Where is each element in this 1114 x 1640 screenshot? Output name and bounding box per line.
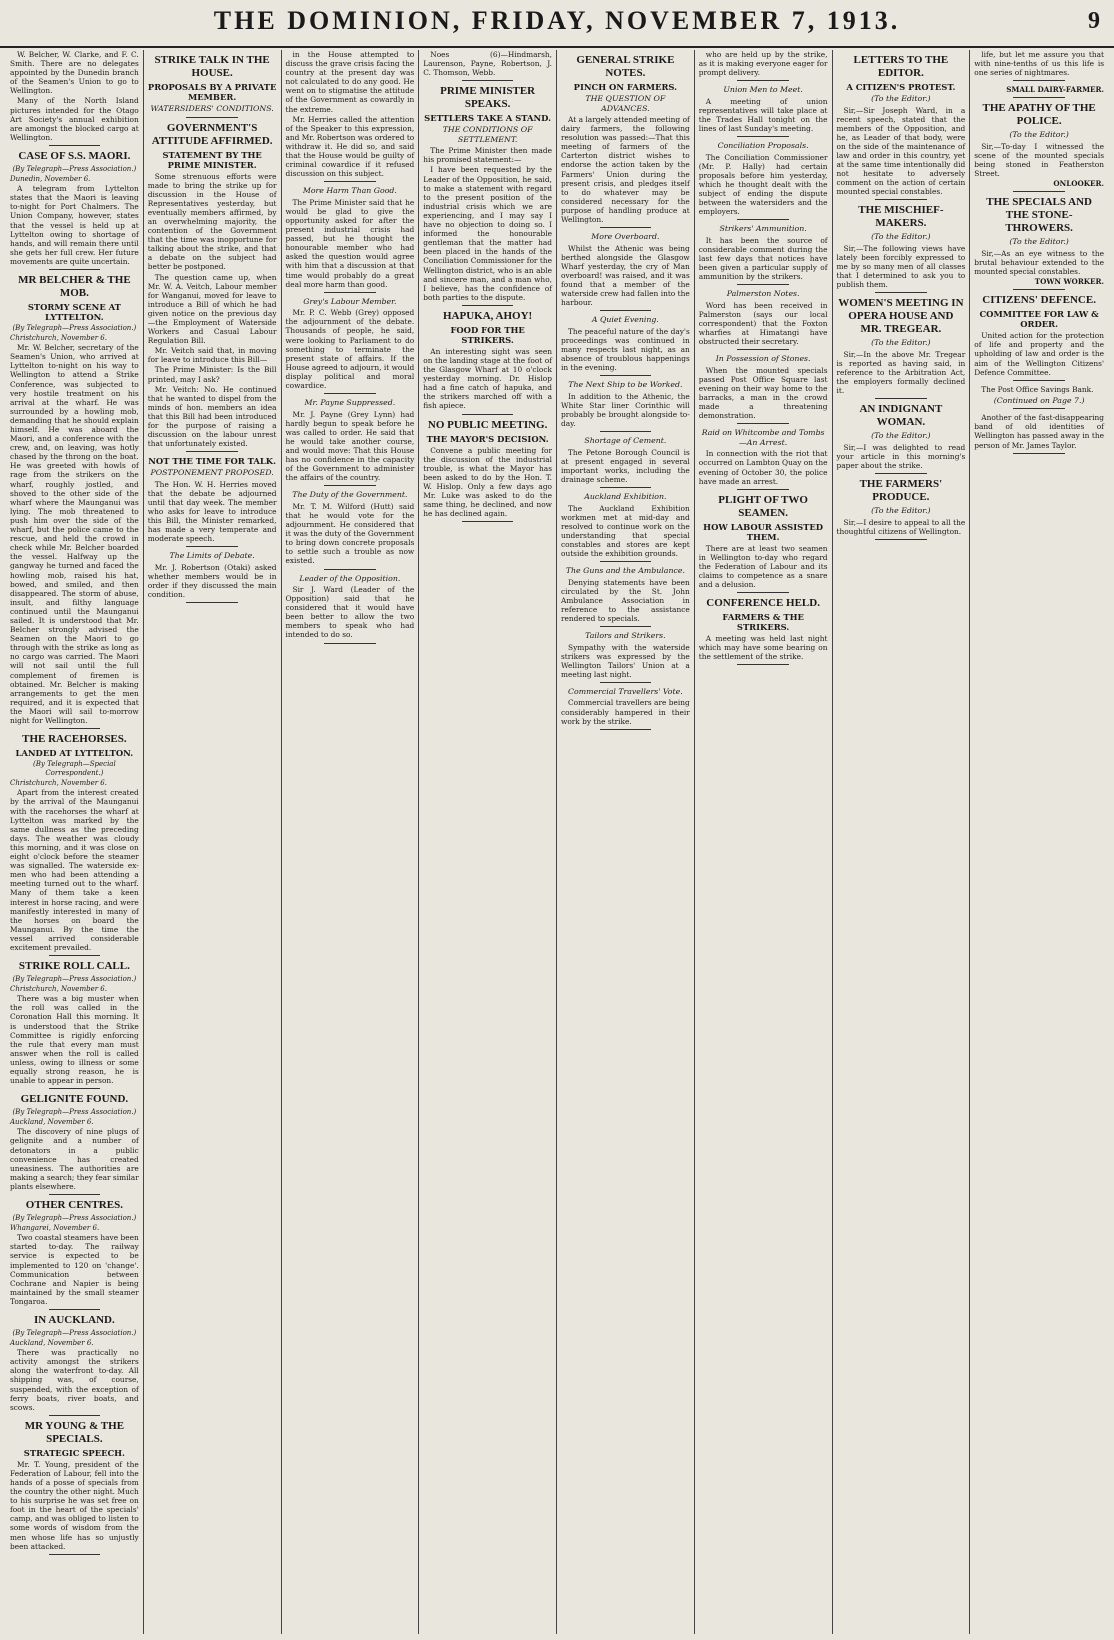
- article: [699, 141, 828, 220]
- article-divider: [875, 199, 927, 200]
- article-paragraph: Sir J. Ward (Leader of the Opposition) said that he considered that it would have been better to allow the two members to speak who had intended to do so.: [285, 585, 415, 640]
- article-dateline: Dunedin, November 6.: [10, 175, 91, 184]
- article-divider: [49, 1415, 101, 1416]
- article: [10, 1314, 139, 1416]
- article: [699, 354, 828, 424]
- article-paragraph: The Auckland Exhibition workmen met at mid-day and resolved to continue work on the understanding that special constables and stores are kept outside the exhibition grounds.: [561, 503, 690, 558]
- article-divider: [737, 284, 789, 285]
- article: [974, 294, 1104, 380]
- column-6: [695, 50, 833, 1634]
- article: [10, 733, 139, 956]
- article: [561, 54, 690, 228]
- article-divider: [737, 423, 789, 424]
- article-byline: (By Telegraph—Special Correspondent.): [33, 760, 116, 778]
- article-section-heading: (To the Editor.): [871, 338, 931, 348]
- article: [148, 54, 277, 118]
- article-headline: STRIKE TALK IN THE HOUSE.: [154, 54, 270, 79]
- article-section-heading: Mr. Payne Suppressed.: [304, 398, 396, 408]
- article-paragraph: Some strenuous efforts were made to bring the strike up for discussion in the House of Representatives yesterday, but eventually members affirmed, by an overwhelming majority, the contention of the Government that the time was inopportune for talking about the strike, and that a debate on the subject had better be postponed.: [147, 171, 277, 272]
- article-section-heading: (To the Editor.): [871, 94, 931, 103]
- article-headline: GENERAL STRIKE NOTES.: [576, 54, 675, 79]
- article-divider: [875, 473, 927, 474]
- article-paragraph: When the mounted specials passed Post Office Square last evening on their way home to the barracks, a man in the crowd made a threatening demonstration.: [698, 365, 828, 421]
- article-headline: IN AUCKLAND.: [34, 1313, 115, 1326]
- article-headline: MR BELCHER & THE MOB.: [18, 273, 131, 299]
- article-headline: PRIME MINISTER SPEAKS.: [440, 85, 536, 111]
- article: [10, 960, 139, 1089]
- article-subheadline: THE MAYOR'S DECISION.: [426, 433, 549, 444]
- article-paragraph: The Hon. W. H. Herries moved that the debate be adjourned until that day week. The member who asks for leave to introduce this Bill, the Minister remarked, has made a very temperate and moderate speech.: [147, 479, 277, 544]
- article-paragraph: life, but let me assure you that with nine-tenths of us this life is one series of nightmares.: [974, 50, 1104, 78]
- article: [148, 122, 277, 453]
- article: [699, 428, 828, 489]
- article: [286, 574, 415, 644]
- article-paragraph: Sympathy with the waterside strikers was expressed by the Wellington Tailors' Union at a meeting last night.: [561, 642, 690, 679]
- article: [423, 419, 552, 523]
- article-divider: [1013, 80, 1065, 81]
- article-headline: PLIGHT OF TWO SEAMEN.: [718, 493, 808, 519]
- article-paragraph: There are at least two seamen in Wellington to-day who regard the Federation of Labour and its claims to competence as a snare and a delusion.: [698, 543, 828, 590]
- article-divider: [600, 227, 652, 228]
- column-8: [970, 50, 1108, 1634]
- article: [286, 490, 415, 569]
- article: [561, 315, 690, 376]
- article: [974, 413, 1104, 453]
- article: [699, 597, 828, 665]
- article-divider: [1013, 408, 1065, 409]
- article-headline: NO PUBLIC MEETING.: [427, 418, 548, 431]
- article-divider: [49, 1554, 101, 1555]
- article-headline: LETTERS TO THE EDITOR.: [853, 54, 949, 79]
- article-paragraph: W. Belcher, W. Clarke, and F. C. Smith. There are no delegates appointed by the Dunedin branch of the Seamen's Union to go to Wellington.: [10, 50, 139, 96]
- article-subheadline: A CITIZEN'S PROTEST.: [846, 82, 956, 92]
- article-paragraph: Sir,—Sir Joseph Ward, in a recent speech, stated that the members of the Opposition, and he, as Leader of that body, were on the side of the maintenance of law and order in this country, yet at the same time intentionally did not hesitate to adversely comment on the action of certain mounted special constables.: [836, 105, 966, 197]
- article-section-heading: Strikers' Ammunition.: [719, 224, 807, 234]
- article-paragraph: Many of the North Island pictures intended for the Otago Art Society's annual exhibition are amongst the blocked cargo at Wellington.: [10, 96, 139, 142]
- article-paragraph: Commercial travellers are being considerably hampered in their work by the strike.: [561, 698, 690, 726]
- article-divider: [600, 561, 652, 562]
- article: [423, 85, 552, 306]
- article-divider: [1013, 289, 1065, 290]
- article-paragraph: A telegram from Lyttelton states that the Maori is leaving to-night for Port Chalmers. The Union Company, however, states that the vessel is held up at Lyttelton owing to shortage of hands, and will remain there until she gets her full crew. Her future movements are quite uncertain.: [10, 184, 139, 266]
- article-divider: [1013, 191, 1065, 192]
- article: [699, 85, 828, 137]
- column-5: [557, 50, 695, 1634]
- article-divider: [737, 592, 789, 593]
- article-paragraph: The Post Office Savings Bank.: [981, 384, 1094, 394]
- article: [974, 85, 1104, 98]
- newspaper-columns: [6, 50, 1108, 1634]
- article-headline: CITIZENS' DEFENCE.: [982, 294, 1096, 307]
- article-paragraph: Convene a public meeting for the discussion of the industrial trouble, is what the Mayor has been asked to do by the Hon. T. W. Hislop. Only a few days ago Mr. Luke was asked to do the same thing, he declined, and now he has declined again.: [423, 445, 552, 519]
- article-section-heading: The Limits of Debate.: [169, 551, 255, 561]
- article-divider: [737, 219, 789, 220]
- article-divider: [462, 521, 514, 522]
- article-byline: (By Telegraph—Press Association.): [12, 164, 137, 173]
- article: [699, 289, 828, 350]
- article-paragraph: Sir,—The following views have lately been forcibly expressed to me by so many men of all classes that I determined to ask you to publish them.: [836, 243, 966, 290]
- article-paragraph: who are held up by the strike, as it is making everyone eager for prompt delivery.: [698, 50, 828, 78]
- article-paragraph: Mr. W. Belcher, secretary of the Seamen's Union, who arrived at Lyttelton to-night on his way to Wellington to attend a Strike Conference, was subjected to very hostile treatment on his arrival at the wharf. He was surrounded by a howling mob, demanding that he should explain himself. He was aboard the Maori, and a conference with the crew, and, on leaving, was hotly chased by the throng on the boat. He was greeted with howls of rage from the strikers on the wharf, roughly jostled, and shoved to the other side of the wharf where the Maunganui was lying. The mob threatened to push him over the side of the wharf, but the police came to the rescue, and held the crowd in check while Mr. Belcher boarded the vessel. Halfway up the gangway he turned and faced the howling mob, raised his hat, bowed, and smiled, and then disappeared. The storm of abuse, insult, and filthy language continued until the Maunganui sailed. It is understood that Mr. Belcher strongly advised the Seamen on the Maori to go through with the strike as long as no cargo was carried. The Maori will not sail until the full complement of firemen is obtained. Mr. Belcher is making arrangements to get the men required, and it is expected that the Maori will sail to-morrow night for Wellington.: [10, 343, 139, 725]
- column-4: [419, 50, 557, 1634]
- article-section-heading: POSTPONEMENT PROPOSED.: [150, 468, 274, 478]
- article-headline: MR YOUNG & THE SPECIALS.: [24, 1419, 125, 1445]
- article: [148, 551, 277, 603]
- article-paragraph: in the House attempted to discuss the grave crisis facing the country at the present day was not calculated to do any good. He went on to stigmatise the attitude of the Government as cowardly in the extreme.: [285, 50, 415, 114]
- article-paragraph: Mr. T. M. Wilford (Hutt) said that he would vote for the adjournment. He considered that it was the duty of the Government to bring down concrete proposals to settle such a trouble as now existed.: [285, 501, 415, 566]
- article-paragraph: There was a big muster when the roll was called in the Coronation Hall this morning. It is understood that the Strike Committee is rigidly enforcing the rule that every man must answer when the roll is called unless, owing to illness or some equally strong reason, he is unable to appear in person.: [10, 994, 139, 1086]
- article-paragraph: The peaceful nature of the day's proceedings was continued in many respects last night, as an absence of troublous happenings in the evening.: [561, 326, 690, 373]
- article-paragraph: Word has been received in Palmerston (says our local correspondent) that the Foxton wharfies at Himatangi have obstructed their secretary.: [698, 300, 828, 347]
- article-divider: [49, 1309, 101, 1310]
- article-headline: THE SPECIALS AND THE STONE-THROWERS.: [986, 196, 1092, 235]
- article: [10, 1420, 139, 1555]
- article-paragraph: The Prime Minister: Is the Bill printed, may I ask?: [147, 365, 277, 384]
- article: [561, 380, 690, 432]
- article-divider: [600, 375, 652, 376]
- article: [837, 403, 966, 474]
- article: [561, 436, 690, 488]
- article-section-heading: THE QUESTION OF ADVANCES.: [585, 94, 666, 113]
- article-paragraph: Sir,—I desire to appeal to all the thoughtful citizens of Wellington.: [836, 517, 966, 536]
- article-section-heading: (To the Editor.): [871, 431, 931, 441]
- article-byline: (By Telegraph—Press Association.): [12, 1328, 137, 1337]
- article-paragraph: Mr. Veitch: No. He continued that he wanted to dispel from the minds of hon. members an idea that this Bill had been introduced for the purpose of raising a discussion on the labour unrest that unfortunately existed.: [147, 384, 277, 449]
- article-paragraph: United action for the protection of life and property and the upholding of law and order is the aim of the Wellington Citizens' Defence Committee.: [974, 331, 1104, 377]
- article-divider: [600, 431, 652, 432]
- article-subheadline: STATEMENT BY THE PRIME MINISTER.: [162, 149, 262, 170]
- article: [974, 50, 1104, 81]
- article-headline: GOVERNMENT'S ATTITUDE AFFIRMED.: [151, 121, 273, 147]
- article-section-heading: A Quiet Evening.: [591, 315, 659, 325]
- article-divider: [737, 664, 789, 665]
- article-section-heading: THE CONDITIONS OF SETTLEMENT.: [442, 125, 533, 144]
- article: [10, 1093, 139, 1195]
- article-divider: [737, 80, 789, 81]
- article-dateline: Auckland, November 6.: [10, 1339, 94, 1348]
- article-paragraph: Mr. J. Payne (Grey Lynn) had hardly begun to speak before he was called to order. He said that he would take another course, and would move: That this House has no confidence in the capacity of the Government to administer the affairs of the country.: [285, 409, 415, 483]
- article-section-heading: (To the Editor.): [871, 232, 931, 242]
- article-paragraph: Mr. Veitch said that, in moving for leave to introduce this Bill—: [147, 346, 277, 365]
- article-divider: [462, 305, 514, 306]
- column-3: [282, 50, 420, 1634]
- article-paragraph: The discovery of nine plugs of gelignite and a number of detonators in a public convenience has created uneasiness. The authorities are making a search; they fear similar plants elsewhere.: [10, 1127, 139, 1191]
- article-divider: [186, 602, 238, 603]
- article-paragraph: An interesting sight was seen on the landing stage at the foot of the Glasgow Wharf at 10 o'clock yesterday morning. Dr. Hislop had a fine catch of hapuka, and the strikers marched off with a fish apiece.: [423, 346, 552, 411]
- article-subheadline: NOT THE TIME FOR TALK.: [148, 456, 276, 467]
- article-paragraph: In connection with the riot that occurred on Lambton Quay on the evening of October 30, the police have made an arrest.: [698, 449, 828, 486]
- article-divider: [186, 451, 238, 452]
- article-section-heading: Leader of the Opposition.: [299, 573, 401, 583]
- article-subheadline: FOOD FOR THE STRIKERS.: [450, 324, 525, 345]
- article: [837, 54, 966, 200]
- article-subheadline: PINCH ON FARMERS.: [573, 82, 678, 92]
- article-headline: CONFERENCE HELD.: [706, 597, 820, 610]
- article-divider: [49, 955, 101, 956]
- article-paragraph: Sir,—To-day I witnessed the scene of the mounted specials being stoned in Featherston Street.: [974, 141, 1104, 179]
- article-paragraph: Two coastal steamers have been started to-day. The railway service is expected to be implemented to 120 on 'change'. Communication between Cochrane and Napier is being maintained by the small steamer Tongaroa.: [10, 1233, 139, 1306]
- article-divider: [600, 729, 652, 730]
- article: [286, 186, 415, 292]
- article: [10, 50, 139, 146]
- article-headline: GELIGNITE FOUND.: [20, 1093, 129, 1106]
- article-section-heading: Palmerston Notes.: [726, 289, 800, 299]
- letter-signoff: TOWN WORKER.: [1034, 277, 1104, 287]
- article-paragraph: Sir,—In the above Mr. Tregear is reported as having said, in reference to the Arbitration Act, the employers formally declined it.: [836, 349, 966, 396]
- article-section-heading: Shortage of Cement.: [584, 436, 667, 446]
- article: [561, 232, 690, 311]
- article-dateline: Whangarei, November 6.: [10, 1224, 100, 1233]
- article: [286, 398, 415, 486]
- article-paragraph: Whilst the Athenic was being berthed alongside the Glasgow Wharf yesterday, the cry of Man overboard! was raised, and it was found that a member of the waterside crew had fallen into the harbour.: [561, 243, 690, 308]
- article-headline: STRIKE ROLL CALL.: [18, 960, 130, 973]
- article-divider: [186, 546, 238, 547]
- article: [974, 385, 1104, 410]
- article-paragraph: Mr. Herries called the attention of the Speaker to this expression, and Mr. Robertson was ordered to withdraw it. He did so, and said that the House would be guilty of criminal cowardice if it refused discussion on this subject.: [285, 114, 415, 179]
- article-byline: (By Telegraph—Press Association.): [12, 975, 137, 984]
- article-subheadline: LANDED AT LYTTELTON.: [15, 748, 134, 759]
- article-divider: [462, 414, 514, 415]
- article-headline: OTHER CENTRES.: [25, 1199, 123, 1212]
- page-number: 9: [1088, 8, 1100, 34]
- article-divider: [1013, 380, 1065, 381]
- article: [561, 631, 690, 683]
- article-divider: [875, 539, 927, 540]
- article-divider: [462, 80, 514, 81]
- article: [561, 492, 690, 562]
- article: [699, 50, 828, 81]
- article-divider: [600, 487, 652, 488]
- article-divider: [875, 292, 927, 293]
- article-divider: [600, 626, 652, 627]
- article: [699, 224, 828, 285]
- article-headline: HAPUKA, AHOY!: [443, 309, 533, 322]
- article-paragraph: There was practically no activity amongst the strikers along the waterfront to-day. All shipping was, of course, suspended, with the exception of ferry boats, river boats, and scows.: [10, 1348, 139, 1412]
- article: [561, 687, 690, 730]
- article: [286, 297, 415, 394]
- article-dateline: Christchurch, November 6.: [10, 985, 107, 994]
- article-dateline: Christchurch, November 6.: [10, 779, 107, 788]
- article-section-heading: (To the Editor.): [1009, 237, 1069, 247]
- article-divider: [49, 145, 101, 146]
- article-paragraph: Sir,—I was delighted to read your article in this morning's paper about the strike.: [836, 442, 966, 471]
- article-byline: (By Telegraph—Press Association.): [12, 1108, 137, 1117]
- article-subheadline: STRATEGIC SPEECH.: [23, 1447, 125, 1458]
- article-paragraph: Mr. P. C. Webb (Grey) opposed the adjournment of the debate. Thousands of people, he said, were looking to Parliament to do something to terminate the present state of affairs. If the House agreed to adjourn, it would display political and moral cowardice.: [285, 308, 415, 390]
- article-section-heading: Union Men to Meet.: [723, 85, 803, 95]
- article-paragraph: Sir,—As an eye witness to the brutal behaviour extended to the mounted special constables.: [974, 248, 1104, 277]
- article-section-heading: (To the Editor.): [871, 506, 931, 516]
- article-section-heading: Conciliation Proposals.: [717, 141, 809, 151]
- article: [974, 102, 1104, 192]
- article-paragraph: The Prime Minister then made his promised statement:—: [423, 146, 552, 165]
- article-headline: AN INDIGNANT WOMAN.: [859, 403, 943, 429]
- article-divider: [324, 292, 376, 293]
- article-divider: [324, 569, 376, 570]
- letter-signoff: SMALL DAIRY-FARMER.: [1006, 85, 1104, 95]
- masthead-title: THE DOMINION, FRIDAY, NOVEMBER 7, 1913.: [213, 6, 901, 35]
- article-paragraph: A meeting of union representatives will take place at the Trades Hall tonight on the lines of last Sunday's meeting.: [698, 96, 828, 134]
- article: [837, 297, 966, 399]
- article-subheadline: PROPOSALS BY A PRIVATE MEMBER.: [147, 82, 277, 102]
- article: [148, 456, 277, 547]
- letter-signoff: ONLOOKER.: [1053, 179, 1104, 189]
- article-divider: [1013, 453, 1065, 454]
- article: [837, 204, 966, 293]
- article: [423, 50, 552, 81]
- article-paragraph: I have been requested by the Leader of the Opposition, he said, to make a statement with regard to the present position of the industrial crisis which we are experiencing, and I may say I have no objection to doing so. I informed the honourable gentleman that the matter had been placed in the hands of the Conciliation Commissioner for the Wellington district, who is an able and sincere man, and a man who, I believe, has the confidence of both parties to the dispute.: [423, 165, 552, 302]
- article: [699, 494, 828, 593]
- article-divider: [324, 485, 376, 486]
- article-subheadline: COMMITTEE FOR LAW & ORDER.: [979, 309, 1099, 330]
- article-headline: THE RACEHORSES.: [22, 733, 127, 746]
- article-divider: [875, 398, 927, 399]
- article-section-heading: Grey's Labour Member.: [303, 296, 397, 306]
- article-subheadline: HOW LABOUR ASSISTED THEM.: [703, 521, 824, 542]
- article-divider: [49, 1088, 101, 1089]
- masthead: [0, 0, 1114, 48]
- article-section-heading: More Overboard.: [591, 232, 660, 242]
- article-section-heading: The Guns and the Ambulance.: [565, 566, 685, 576]
- article-divider: [186, 117, 238, 118]
- article-paragraph: Apart from the interest created by the arrival of the Maunganui with the racehorses the wharf at Lyttelton was marked by the same dullness as the preceding days. The weather was cloudy this morning, and it was close on eight o'clock before the steamer was signalled. The waterside ex-men who had been attending a meeting turned out to the wharf. Many of them take a keen interest in horse racing, and were manifestly interested in many of the horses on board the Maunganui. By the time the vessel arrived considerable excitement prevailed.: [10, 788, 139, 952]
- article-divider: [600, 310, 652, 311]
- article-divider: [600, 682, 652, 683]
- article-paragraph: The Prime Minister said that he would be glad to give the opportunity asked for after the present industrial crisis had passed, but he thought the honourable member who had asked the question would agree with him that a discussion at that time would probably do a great deal more harm than good.: [285, 197, 415, 289]
- article: [10, 274, 139, 729]
- article-paragraph: Mr. J. Robertson (Otaki) asked whether members would be in order if they discussed the main condition.: [147, 562, 277, 600]
- article-divider: [737, 489, 789, 490]
- article-section-heading: WATERSIDERS' CONDITIONS.: [150, 104, 274, 113]
- article-section-heading: Commercial Travellers' Vote.: [568, 686, 683, 696]
- continued-note: (Continued on Page 7.): [993, 395, 1085, 405]
- article-paragraph: A meeting was held last night which may have some bearing on the settlement of the strike.: [698, 634, 828, 662]
- article-divider: [49, 728, 101, 729]
- article-dateline: Christchurch, November 6.: [10, 334, 107, 343]
- article-divider: [49, 1194, 101, 1195]
- article-headline: WOMEN'S MEETING IN OPERA HOUSE AND MR. TREGEAR.: [838, 297, 964, 336]
- article-headline: THE MISCHIEF-MAKERS.: [858, 204, 944, 230]
- article-paragraph: Denying statements have been circulated by the St. John Ambulance Association in reference to the assistance rendered to specials.: [561, 577, 690, 623]
- article: [10, 1199, 139, 1310]
- article: [423, 310, 552, 415]
- article-subheadline: SETTLERS TAKE A STAND.: [424, 113, 552, 124]
- article-paragraph: It has been the source of considerable comment during the last few days that notices have been given a particular supply of ammunition by the strikers.: [698, 235, 828, 282]
- article-divider: [1013, 97, 1065, 98]
- article-divider: [737, 349, 789, 350]
- article: [10, 150, 139, 270]
- article-section-heading: (To the Editor.): [1009, 130, 1069, 140]
- article: [286, 50, 415, 182]
- article-byline: (By Telegraph—Press Association.): [12, 323, 137, 332]
- article-subheadline: FARMERS & THE STRIKERS.: [722, 612, 804, 633]
- article-paragraph: The Conciliation Commissioner (Mr. P. Hally) had certain proposals before him yesterday, which he thought dealt with the subject of ending the dispute between the watersiders and the employers.: [698, 152, 828, 217]
- article-section-heading: Tailors and Strikers.: [585, 631, 666, 641]
- article-section-heading: Raid on Whitcombe and Tombs—An Arrest.: [701, 428, 825, 447]
- article-paragraph: The Petone Borough Council is at present engaged in several important works, including the drainage scheme.: [561, 447, 690, 484]
- article-divider: [324, 393, 376, 394]
- article-paragraph: In addition to the Athenic, the White Star liner Corinthic will probably be brought alongside to-day.: [561, 391, 690, 429]
- article-section-heading: In Possession of Stones.: [715, 354, 811, 364]
- article-paragraph: Mr. T. Young, president of the Federation of Labour, fell into the hands of a posse of specials from the country the other night. Much to his surprise he was set free on foot in the heart of the specials' camp, and was obliged to listen to some words of wisdom from the men whose life has so unjustly been attacked.: [10, 1459, 139, 1551]
- article-headline: THE APATHY OF THE POLICE.: [982, 102, 1096, 128]
- column-7: [833, 50, 971, 1634]
- article-section-heading: Auckland Exhibition.: [584, 492, 667, 501]
- column-2: [144, 50, 282, 1634]
- article-subheadline: STORMY SCENE AT LYTTELTON.: [27, 301, 121, 322]
- article-headline: THE FARMERS' PRODUCE.: [859, 478, 943, 504]
- article-paragraph: Another of the fast-disappearing band of old identities of Wellington has passed away in the person of Mr. James Taylor.: [974, 413, 1104, 450]
- article-section-heading: The Next Ship to be Worked.: [568, 380, 683, 390]
- column-1: [6, 50, 144, 1634]
- article-section-heading: The Duty of the Government.: [292, 490, 408, 500]
- article-paragraph: At a largely attended meeting of dairy farmers, the following resolution was passed:—That this meeting of farmers of the Carterton district wishes to endorse the action taken by the Farmers' Union during the present crisis, and pledges itself to do whatever may be considered necessary for the purpose of handling produce at Wellington.: [561, 115, 690, 225]
- article-divider: [737, 136, 789, 137]
- article-divider: [324, 181, 376, 182]
- article: [561, 566, 690, 627]
- article-section-heading: More Harm Than Good.: [302, 186, 397, 196]
- article: [837, 478, 966, 540]
- article-byline: (By Telegraph—Press Association.): [12, 1214, 137, 1223]
- article-paragraph: The question came up, when Mr. W. A. Veitch, Labour member for Wanganui, moved for leave to introduce a Bill of which he had given notice on the previous day—the Employment of Waterside Workers and Casual Labour Regulation Bill.: [147, 272, 277, 346]
- article: [974, 196, 1104, 290]
- article-paragraph: Noes (6)—Hindmarsh, Laurenson, Payne, Robertson, J. C. Thomson, Webb.: [423, 50, 552, 78]
- article-dateline: Auckland, November 6.: [10, 1118, 94, 1127]
- article-divider: [49, 269, 101, 270]
- article-divider: [324, 643, 376, 644]
- article-headline: CASE OF S.S. MAORI.: [18, 149, 131, 162]
